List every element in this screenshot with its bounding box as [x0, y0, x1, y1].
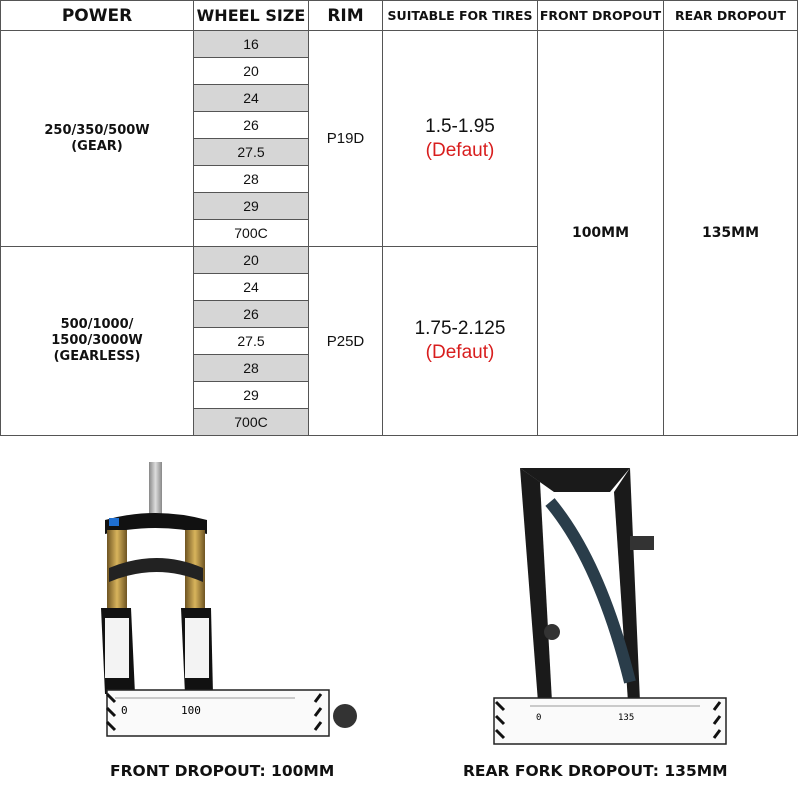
power-label: 500/1000/	[60, 317, 134, 332]
rear-dropout-value: 135MM	[664, 31, 798, 436]
header-wheel-size: WHEEL SIZE	[194, 1, 309, 31]
wheel-size-cell: 28	[194, 166, 309, 193]
blue-knob	[109, 518, 119, 526]
tires-cell-gear	[383, 31, 538, 247]
header-front-dropout: FRONT DROPOUT	[538, 1, 664, 31]
header-rear-dropout: REAR DROPOUT	[664, 1, 798, 31]
rear-ruler	[494, 698, 726, 744]
tires-cell-gearless	[383, 247, 538, 436]
power-label: 1500/3000W	[51, 333, 143, 348]
pedal	[630, 536, 654, 550]
header-rim: RIM	[309, 1, 383, 31]
rear-dropout-caption: REAR FORK DROPOUT: 135MM	[463, 762, 728, 780]
tire-range: 1.5-1.95	[425, 115, 495, 137]
left-leg-decal	[105, 618, 129, 678]
ruler-label: 0	[121, 704, 128, 717]
wheel-size-cell: 26	[194, 301, 309, 328]
ruler-label: 0	[536, 713, 542, 723]
wheel-size-cell: 29	[194, 382, 309, 409]
wheel-size-cell: 700C	[194, 220, 309, 247]
header-suitable-tires: SUITABLE FOR TIRES	[383, 1, 538, 31]
right-leg-decal	[185, 618, 209, 678]
tire-range: 1.75-2.125	[414, 318, 506, 339]
ruler-label: 135	[618, 713, 635, 723]
power-cell-gearless	[1, 247, 194, 436]
power-label: 250/350/500W	[44, 122, 150, 138]
header-row	[1, 1, 798, 31]
header-power: POWER	[1, 1, 194, 31]
front-ruler	[107, 690, 329, 736]
front-dropout-value: 100MM	[538, 31, 664, 436]
wheel-size-cell: 28	[194, 355, 309, 382]
left-seat-stay	[520, 468, 552, 702]
rim-cell-p25d: P25D	[309, 247, 383, 436]
table-row	[1, 31, 798, 58]
rear-fork-photo	[490, 462, 740, 752]
wheel-size-cell: 700C	[194, 409, 309, 436]
wheel-size-cell: 24	[194, 274, 309, 301]
disc-brake-mount	[544, 624, 560, 640]
rim-cell-p19d: P19D	[309, 31, 383, 247]
power-type-label: (GEAR)	[71, 138, 123, 154]
power-cell-gear	[1, 31, 194, 247]
wheel-size-cell: 27.5	[194, 328, 309, 355]
power-type-label: (GEARLESS)	[53, 349, 141, 364]
wheel-size-cell: 26	[194, 112, 309, 139]
wheel-size-cell: 24	[194, 85, 309, 112]
front-dropout-caption: FRONT DROPOUT: 100MM	[110, 762, 335, 780]
wheel-size-cell: 16	[194, 31, 309, 58]
front-fork-photo	[95, 458, 385, 748]
wheel-size-cell: 29	[194, 193, 309, 220]
wheel-size-cell: 27.5	[194, 139, 309, 166]
ruler-label: 100	[181, 704, 201, 717]
ruler-end-hole	[333, 704, 357, 728]
wheel-size-cell: 20	[194, 58, 309, 85]
default-note: (Defaut)	[425, 139, 495, 161]
wheel-size-cell: 20	[194, 247, 309, 274]
default-note: (Defaut)	[425, 342, 495, 363]
